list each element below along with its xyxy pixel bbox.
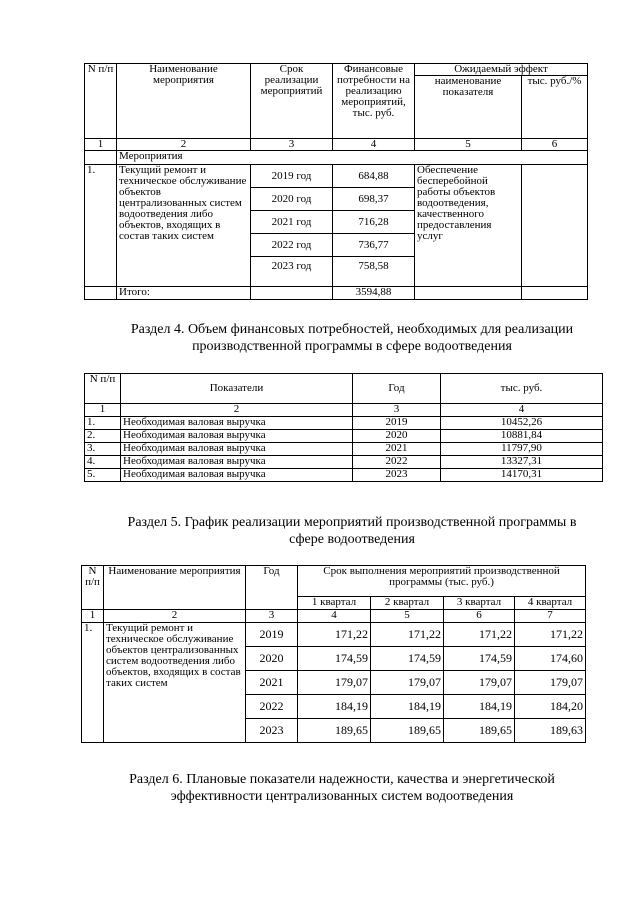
row-year: 2019: [353, 417, 441, 430]
header-term: Срок выполнения мероприятий производственной программы (тыс. руб.): [298, 566, 586, 597]
row-year: 2021: [353, 443, 441, 456]
section-label: Мероприятия: [117, 151, 588, 165]
section6-heading: Раздел 6. Плановые показатели надежности, качества и энергетической эффективности централизованных систем водоотведения: [129, 772, 555, 804]
header-indicator: Показатели: [121, 374, 353, 404]
row-name: Необходимая валовая выручка: [121, 417, 353, 430]
quarter-value: 189,65: [371, 719, 444, 743]
measures-table: [84, 63, 588, 300]
colnum: 2: [104, 610, 246, 623]
total-label: Итого:: [117, 287, 251, 300]
colnum: 3: [251, 139, 333, 151]
colnum: 1: [85, 139, 117, 151]
header-unit: тыс. руб./%: [522, 76, 588, 139]
item-name: Текущий ремонт и техническое обслуживание объектов централизованных систем водоотведения либо объектов, входящих в состав таких систем: [104, 623, 246, 743]
header-year: Год: [353, 374, 441, 404]
amount-cell: 684,88: [333, 165, 415, 188]
row-name: Необходимая валовая выручка: [121, 443, 353, 456]
row-name: Необходимая валовая выручка: [121, 430, 353, 443]
table-row: [85, 469, 603, 482]
total-value: 3594,88: [333, 287, 415, 300]
quarter-value: 189,65: [444, 719, 515, 743]
header-effect: Ожидаемый эффект: [415, 64, 588, 76]
quarter-value: 174,59: [371, 647, 444, 671]
row-year: 2023: [353, 469, 441, 482]
row-name: Необходимая валовая выручка: [121, 469, 353, 482]
colnum: 7: [515, 610, 586, 623]
row-year: 2020: [246, 647, 298, 671]
colnum: 4: [298, 610, 371, 623]
row-year: 2021: [246, 671, 298, 695]
row-value: 14170,31: [441, 469, 603, 482]
table-row: [82, 623, 586, 647]
row-year: 2020: [353, 430, 441, 443]
colnum: 5: [371, 610, 444, 623]
row-year: 2022: [246, 695, 298, 719]
quarter-value: 171,22: [444, 623, 515, 647]
colnum: 3: [246, 610, 298, 623]
colnum: 5: [415, 139, 522, 151]
header-num: N п/п: [85, 64, 117, 139]
amount-cell: 736,77: [333, 234, 415, 257]
quarter-value: 184,19: [444, 695, 515, 719]
quarter-value: 184,19: [298, 695, 371, 719]
quarter-value: 189,65: [298, 719, 371, 743]
item-num: 1.: [85, 165, 117, 287]
item-name: Текущий ремонт и техническое обслуживание объектов централизованных систем водоотведения либо объектов, входящих в состав таких систем: [117, 165, 251, 287]
revenue-table: [84, 373, 603, 482]
section4-heading: Раздел 4. Объем финансовых потребностей, необходимых для реализации производственной программы в сфере водоотведения: [130, 322, 574, 354]
row-value: 10452,26: [441, 417, 603, 430]
year-cell: 2019 год: [251, 165, 333, 188]
amount-cell: 716,28: [333, 211, 415, 234]
quarter-value: 174,59: [298, 647, 371, 671]
header-quarter: 4 квартал: [515, 597, 586, 610]
quarter-value: 179,07: [515, 671, 586, 695]
row-value: 10881,84: [441, 430, 603, 443]
year-cell: 2022 год: [251, 234, 333, 257]
section5-heading: Раздел 5. График реализации мероприятий производственной программы в сфере водоотведения: [127, 515, 577, 547]
quarter-value: 179,07: [298, 671, 371, 695]
colnum: 2: [121, 404, 353, 417]
header-year: Год: [246, 566, 298, 610]
row-year: 2022: [353, 456, 441, 469]
year-cell: 2023 год: [251, 257, 333, 287]
year-cell: 2020 год: [251, 188, 333, 211]
amount-cell: 758,58: [333, 257, 415, 287]
header-finance: Финансовые потребности на реализацию мероприятий, тыс. руб.: [333, 64, 415, 139]
colnum: 1: [85, 404, 121, 417]
quarter-value: 171,22: [298, 623, 371, 647]
quarter-value: 189,63: [515, 719, 586, 743]
item-num: 1.: [82, 623, 104, 743]
year-cell: 2021 год: [251, 211, 333, 234]
colnum: 3: [353, 404, 441, 417]
row-year: 2023: [246, 719, 298, 743]
quarter-value: 179,07: [371, 671, 444, 695]
row-num: 2.: [85, 430, 121, 443]
header-quarter: 2 квартал: [371, 597, 444, 610]
header-term: Срок реализации мероприятий: [251, 64, 333, 139]
colnum: 4: [333, 139, 415, 151]
row-num: 5.: [85, 469, 121, 482]
header-name: Наименование мероприятия: [117, 64, 251, 139]
amount-cell: 698,37: [333, 188, 415, 211]
quarter-value: 179,07: [444, 671, 515, 695]
row-value: 11797,90: [441, 443, 603, 456]
header-value: тыс. руб.: [441, 374, 603, 404]
colnum: 4: [441, 404, 603, 417]
row-year: 2019: [246, 623, 298, 647]
quarter-value: 174,59: [444, 647, 515, 671]
table-row: [85, 443, 603, 456]
colnum: 1: [82, 610, 104, 623]
row-num: 4.: [85, 456, 121, 469]
quarter-value: 171,22: [515, 623, 586, 647]
header-name: Наименование мероприятия: [104, 566, 246, 610]
quarter-value: 184,20: [515, 695, 586, 719]
row-value: 13327,31: [441, 456, 603, 469]
row-name: Необходимая валовая выручка: [121, 456, 353, 469]
header-num: N п/п: [85, 374, 121, 404]
row-num: 1.: [85, 417, 121, 430]
colnum: 6: [444, 610, 515, 623]
colnum: 6: [522, 139, 588, 151]
quarter-value: 184,19: [371, 695, 444, 719]
header-quarter: 3 квартал: [444, 597, 515, 610]
header-indicator: наименование показателя: [415, 76, 522, 139]
row-num: 3.: [85, 443, 121, 456]
schedule-table: [81, 565, 586, 743]
effect-text: Обеспечение бесперебойной работы объектов водоотведения, качественного предоставления услуг: [415, 165, 522, 287]
quarter-value: 171,22: [371, 623, 444, 647]
colnum: 2: [117, 139, 251, 151]
table-row: [85, 456, 603, 469]
table-row: [85, 417, 603, 430]
quarter-value: 174,60: [515, 647, 586, 671]
header-quarter: 1 квартал: [298, 597, 371, 610]
header-num: N п/п: [82, 566, 104, 610]
table-row: [85, 430, 603, 443]
